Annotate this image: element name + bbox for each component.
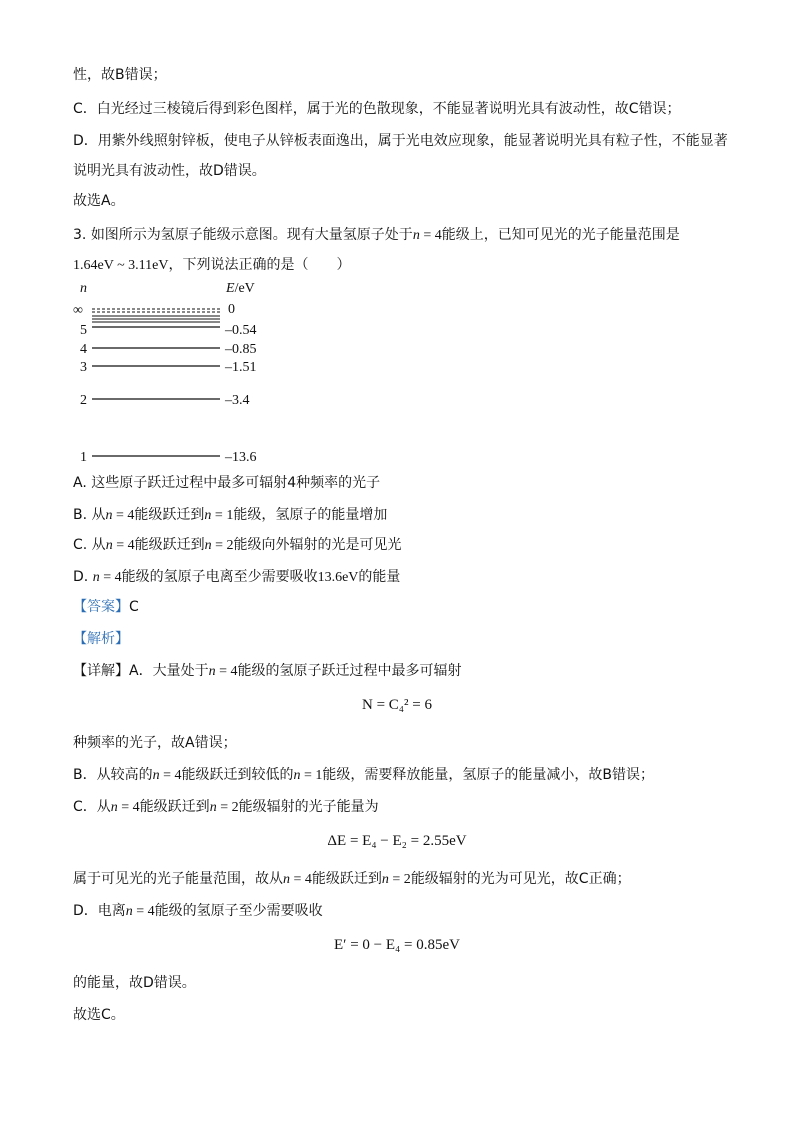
question-stem [73,226,680,245]
energy-level-diagram [70,278,300,468]
equation: = 4 [419,228,442,243]
analysis-d: D．电离n = 4能级的氢原子至少需要吸收 [73,903,323,919]
question-stem-line2 [73,256,350,275]
question-text: ，下列说法正确的是（ ） [168,257,351,273]
text-line: 故选A。 [73,193,125,209]
text-line: 性，故B错误； [73,67,167,83]
formula-photon-energy: ΔE = E₄ − E₂ = 2.55eV [327,833,467,849]
question-text: 能级上，已知可见光的光子能量范围是 [441,227,680,243]
detail-label: 【详解】 [73,663,129,679]
level-n-label: 2 [80,393,87,408]
analysis-a-end: 种频率的光子，故A错误； [73,735,237,751]
analysis-c: C．从n = 4能级跃迁到n = 2能级辐射的光子能量为 [73,799,379,815]
level-n-label: 5 [80,323,87,338]
answer-value: C [129,599,139,615]
level-n-label: 1 [80,450,87,465]
analysis-c-end: 属于可见光的光子能量范围，故从n = 4能级跃迁到n = 2能级辐射的光为可见光，故C正确； [73,871,631,887]
analysis-a: 【详解】A．大量处于n = 4能级的氢原子跃迁过程中最多可辐射 [73,663,462,679]
formula-ionization: E′ = 0 − E₄ = 0.85eV [334,937,460,953]
level-energy-label: –1.51 [225,360,257,375]
answer-line [73,598,139,616]
analysis-label: 【解析】 [73,631,129,647]
question-number: 3. [73,227,87,243]
text-line: C．白光经过三棱镜后得到彩色图样，属于光的色散现象，不能显著说明光具有波动性，故C错误； [73,101,681,117]
level-energy-label: –3.4 [225,393,250,408]
level-n-label: ∞ [73,303,83,318]
option-b: B. 从n = 4能级跃迁到n = 1能级，氢原子的能量增加 [73,507,388,523]
text-line: 说明光具有波动性，故D错误。 [73,163,266,179]
option-a: A. 这些原子跃迁过程中最多可辐射4种频率的光子 [73,475,381,491]
level-n-label: 3 [80,360,87,375]
level-energy-label: –0.85 [225,342,257,357]
level-n-label: 4 [80,342,87,357]
level-energy-label: –0.54 [225,323,257,338]
option-c: C. 从n = 4能级跃迁到n = 2能级向外辐射的光是可见光 [73,537,402,553]
text-line: D．用紫外线照射锌板，使电子从锌板表面逸出，属于光电效应现象，能显著说明光具有粒子性，不能显著 [73,133,728,149]
level-energy-label: 0 [228,302,235,317]
answer-label: 【答案】 [73,599,129,615]
n-header: n [80,281,87,296]
analysis-label-line [73,630,129,648]
option-d: D. n = 4能级的氢原子电离至少需要吸收13.6eV的能量 [73,569,401,585]
n-symbol: n [412,228,420,243]
e-header: E/eV [226,281,255,296]
energy-range: 1.64eV ~ 3.11eV [73,258,169,273]
question-text: 如图所示为氢原子能级示意图。现有大量氢原子处于 [90,227,413,243]
formula-combination: N = C₄² = 6 [362,697,432,713]
analysis-d-end: 的能量，故D错误。 [73,975,196,991]
analysis-b: B．从较高的n = 4能级跃迁到较低的n = 1能级，需要释放能量，氢原子的能量减小，故B错误； [73,767,655,783]
final-answer: 故选C。 [73,1007,125,1023]
level-energy-label: –13.6 [225,450,257,465]
